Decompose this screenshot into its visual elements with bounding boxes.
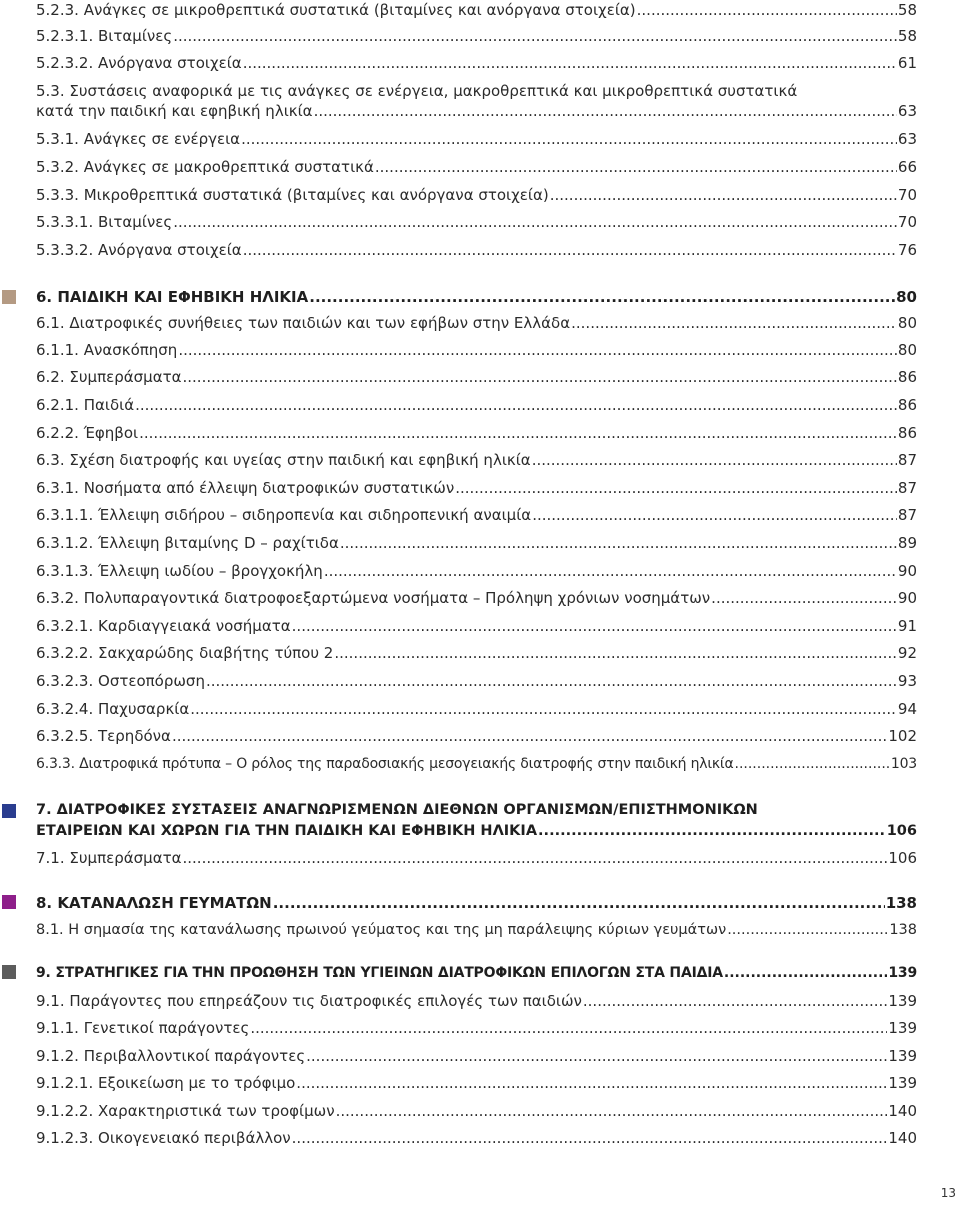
toc-entry[interactable] <box>36 102 917 120</box>
toc-entry-page: 70 <box>897 213 917 231</box>
toc-entry[interactable] <box>36 158 917 176</box>
toc-entry-page: 80 <box>897 341 917 359</box>
toc-entry-page: 140 <box>888 1102 917 1120</box>
toc-entry[interactable] <box>36 1 917 19</box>
toc-entry[interactable] <box>36 213 917 231</box>
toc-entry-label: 6.2.2. Έφηβοι <box>36 424 139 442</box>
toc-entry[interactable] <box>36 617 917 635</box>
toc-entry-label: 9.1. Παράγοντες που επηρεάζουν τις διατροφικές επιλογές των παιδιών <box>36 992 582 1010</box>
toc-entry-label: 6.3. Σχέση διατροφής και υγείας στην παιδική και εφηβική ηλικία <box>36 451 531 469</box>
toc-entry-page: 86 <box>897 368 917 386</box>
toc-entry-page: 58 <box>897 27 917 45</box>
toc-entry-page: 80 <box>897 314 917 332</box>
section-9-marker <box>2 965 16 979</box>
toc-entry[interactable] <box>36 341 917 359</box>
toc-entry-label: 6.3.2.5. Τερηδόνα <box>36 727 171 745</box>
toc-entry-label: 5.3.3.2. Ανόργανα στοιχεία <box>36 241 242 259</box>
toc-entry-label: 6.3.2.3. Οστεοπόρωση <box>36 672 205 690</box>
toc-entry-label: 6.1. Διατροφικές συνήθειες των παιδιών και των εφήβων στην Ελλάδα <box>36 314 571 332</box>
toc-entry-label: 6.3.2.4. Παχυσαρκία <box>36 700 190 718</box>
toc-chapter-page: 80 <box>896 288 917 306</box>
toc-chapter-label: 7. ΔΙΑΤΡΟΦΙΚΕΣ ΣΥΣΤΑΣΕΙΣ ΑΝΑΓΝΩΡΙΣΜΕΝΩΝ ΔΙΕΘΝΩΝ ΟΡΓΑΝΙΣΜΩΝ/ΕΠΙΣΤΗΜΟΝΙΚΩΝ <box>36 802 758 818</box>
toc-entry-page: 139 <box>888 1019 917 1037</box>
toc-entry-page: 70 <box>897 186 917 204</box>
toc-entry-label: 9.1.1. Γενετικοί παράγοντες <box>36 1019 250 1037</box>
toc-entry[interactable] <box>36 241 917 259</box>
toc-entry-label: 9.1.2.3. Οικογενειακό περιβάλλον <box>36 1129 291 1147</box>
toc-entry-label: 6.2.1. Παιδιά <box>36 396 135 414</box>
toc-entry-page: 87 <box>897 506 917 524</box>
toc-entry-page: 91 <box>897 617 917 635</box>
toc-entry[interactable] <box>36 506 917 524</box>
toc-entry-page: 92 <box>897 644 917 662</box>
toc-chapter[interactable] <box>36 964 917 982</box>
section-7-marker <box>2 804 16 818</box>
toc-chapter-label: 8. ΚΑΤΑΝΑΛΩΣΗ ΓΕΥΜΑΤΩΝ <box>36 894 272 912</box>
section-8-marker <box>2 895 16 909</box>
toc-entry[interactable] <box>36 27 917 45</box>
toc-entry-page: 139 <box>888 992 917 1010</box>
toc-entry-page: 139 <box>888 1074 917 1092</box>
toc-entry-page: 63 <box>897 130 917 148</box>
toc-chapter-line1[interactable] <box>36 801 917 819</box>
toc-entry-label: 9.1.2.2. Χαρακτηριστικά των τροφίμων <box>36 1102 335 1120</box>
toc-entry[interactable] <box>36 368 917 386</box>
toc-entry[interactable] <box>36 1019 917 1037</box>
toc-entry[interactable] <box>36 727 917 745</box>
toc-entry[interactable] <box>36 314 917 332</box>
toc-entry-label: 5.2.3.2. Ανόργανα στοιχεία <box>36 54 242 72</box>
toc-chapter[interactable] <box>36 894 917 912</box>
toc-entry-label: 6.3.2. Πολυπαραγοντικά διατροφοεξαρτώμενα νοσήματα – Πρόληψη χρόνιων νοσημάτων <box>36 589 711 607</box>
toc-entry[interactable] <box>36 54 917 72</box>
toc-chapter-page: 138 <box>885 894 917 912</box>
toc-entry-label: 6.3.1. Νοσήματα από έλλειψη διατροφικών συστατικών <box>36 479 455 497</box>
toc-entry-page: 106 <box>888 849 917 867</box>
toc-entry[interactable] <box>36 396 917 414</box>
toc-entry[interactable] <box>36 921 917 939</box>
toc-entry-label: κατά την παιδική και εφηβική ηλικία <box>36 102 313 120</box>
toc-entry[interactable] <box>36 424 917 442</box>
toc-entry[interactable] <box>36 479 917 497</box>
toc-entry-page: 86 <box>897 396 917 414</box>
toc-entry-label: 7.1. Συμπεράσματα <box>36 849 182 867</box>
toc-entry[interactable] <box>36 589 917 607</box>
toc-entry[interactable] <box>36 672 917 690</box>
toc-entry-page: 140 <box>888 1129 917 1147</box>
toc-entry-page: 87 <box>897 479 917 497</box>
toc-entry-label: 5.2.3. Ανάγκες σε μικροθρεπτικά συστατικά (βιταμίνες και ανόργανα στοιχεία) <box>36 1 636 19</box>
toc-entry-page: 103 <box>890 756 917 772</box>
toc-entry-page: 61 <box>897 54 917 72</box>
toc-entry-line1[interactable] <box>36 82 917 100</box>
toc-entry[interactable] <box>36 130 917 148</box>
toc-entry[interactable] <box>36 1129 917 1147</box>
toc-entry[interactable] <box>36 849 917 867</box>
toc-chapter[interactable] <box>36 822 917 840</box>
toc-entry[interactable] <box>36 562 917 580</box>
toc-entry-label: 6.3.1.3. Έλλειψη ιωδίου – βρογχοκήλη <box>36 562 323 580</box>
toc-chapter-page: 106 <box>886 823 917 839</box>
toc-entry-label: 6.3.2.1. Καρδιαγγειακά νοσήματα <box>36 617 291 635</box>
toc-entry[interactable] <box>36 1074 917 1092</box>
toc-entry-label: 6.1.1. Ανασκόπηση <box>36 341 178 359</box>
toc-entry[interactable] <box>36 755 917 773</box>
toc-entry[interactable] <box>36 1047 917 1065</box>
toc-entry[interactable] <box>36 534 917 552</box>
toc-entry-label: 6.3.1.1. Έλλειψη σιδήρου – σιδηροπενία και σιδηροπενική αναιμία <box>36 506 532 524</box>
toc-entry-page: 76 <box>897 241 917 259</box>
toc-entry[interactable] <box>36 992 917 1010</box>
toc-entry-label: 5.2.3.1. Βιταμίνες <box>36 27 173 45</box>
toc-entry-label: 9.1.2. Περιβαλλοντικοί παράγοντες <box>36 1047 306 1065</box>
toc-chapter-label: 6. ΠΑΙΔΙΚΗ ΚΑΙ ΕΦΗΒΙΚΗ ΗΛΙΚΙΑ <box>36 288 309 306</box>
toc-entry[interactable] <box>36 1102 917 1120</box>
toc-entry-label: 6.3.3. Διατροφικά πρότυπα – Ο ρόλος της παραδοσιακής μεσογειακής διατροφής στην παιδική ηλικία <box>36 756 734 772</box>
toc-entry[interactable] <box>36 700 917 718</box>
toc-entry-page: 58 <box>897 1 917 19</box>
toc-entry-label: 5.3. Συστάσεις αναφορικά με τις ανάγκες σε ενέργεια, μακροθρεπτικά και μικροθρεπτικά συστατικά <box>36 82 798 100</box>
toc-entry-page: 138 <box>889 922 917 938</box>
toc-entry-label: 5.3.2. Ανάγκες σε μακροθρεπτικά συστατικά <box>36 158 374 176</box>
toc-entry-page: 90 <box>897 589 917 607</box>
toc-chapter-page: 139 <box>888 965 917 981</box>
page-number: 13 <box>940 1186 956 1200</box>
toc-entry-page: 86 <box>897 424 917 442</box>
toc-entry-label: 5.3.1. Ανάγκες σε ενέργεια <box>36 130 241 148</box>
toc-entry-page: 93 <box>897 672 917 690</box>
toc-entry[interactable] <box>36 451 917 469</box>
toc-entry-page: 89 <box>897 534 917 552</box>
toc-chapter[interactable] <box>36 288 917 306</box>
toc-entry-page: 139 <box>888 1047 917 1065</box>
toc-entry-label: 5.3.3.1. Βιταμίνες <box>36 213 173 231</box>
toc-entry-label: 6.3.2.2. Σακχαρώδης διαβήτης τύπου 2 <box>36 644 334 662</box>
toc-entry-page: 102 <box>888 727 917 745</box>
section-6-marker <box>2 290 16 304</box>
toc-entry-page: 94 <box>897 700 917 718</box>
toc-entry-label: 6.3.1.2. Έλλειψη βιταμίνης D – ραχίτιδα <box>36 534 339 552</box>
toc-entry-page: 87 <box>897 451 917 469</box>
toc-entry-label: 5.3.3. Μικροθρεπτικά συστατικά (βιταμίνες και ανόργανα στοιχεία) <box>36 186 549 204</box>
toc-entry-page: 66 <box>897 158 917 176</box>
toc-entry-label: 6.2. Συμπεράσματα <box>36 368 182 386</box>
toc-entry-label: 8.1. Η σημασία της κατανάλωσης πρωινού γεύματος και της μη παράλειψης κύριων γευμάτων <box>36 922 727 938</box>
toc-entry-page: 90 <box>897 562 917 580</box>
toc-entry-label: 9.1.2.1. Εξοικείωση με το τρόφιμο <box>36 1074 296 1092</box>
toc-entry-page: 63 <box>897 102 917 120</box>
toc-entry[interactable] <box>36 186 917 204</box>
toc-chapter-label: 9. ΣΤΡΑΤΗΓΙΚΕΣ ΓΙΑ ΤΗΝ ΠΡΟΩΘΗΣΗ ΤΩΝ ΥΓΙΕΙΝΩΝ ΔΙΑΤΡΟΦΙΚΩΝ ΕΠΙΛΟΓΩΝ ΣΤΑ ΠΑΙΔΙΑ <box>36 965 723 981</box>
toc-entry[interactable] <box>36 644 917 662</box>
toc-chapter-label: ΕΤΑΙΡΕΙΩΝ ΚΑΙ ΧΩΡΩΝ ΓΙΑ ΤΗΝ ΠΑΙΔΙΚΗ ΚΑΙ ΕΦΗΒΙΚΗ ΗΛΙΚΙΑ <box>36 823 538 839</box>
